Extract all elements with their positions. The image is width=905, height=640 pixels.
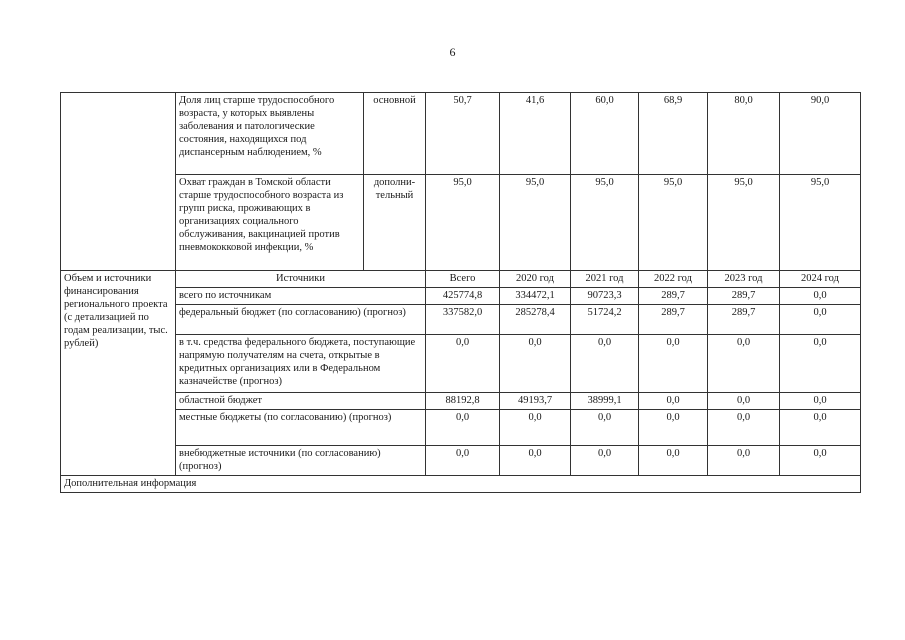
- financing-header-cell: Источники: [176, 271, 426, 288]
- indicator-row: [61, 93, 861, 175]
- indicator-value: 95,0: [426, 175, 500, 271]
- indicator-value: 41,6: [500, 93, 571, 175]
- financing-value: 88192,8: [426, 393, 500, 410]
- indicator-name: Охват граждан в Томской области старше трудоспособного возраста из групп риска, проживающих в организациях социального обслуживания, вакцинацией против пневмококковой инфекции, %: [176, 175, 364, 271]
- financing-value: 334472,1: [500, 288, 571, 305]
- financing-value: 0,0: [639, 393, 708, 410]
- indicator-type: дополни-тельный: [364, 175, 426, 271]
- indicator-row: [61, 175, 861, 271]
- financing-value: 0,0: [571, 335, 639, 393]
- financing-section-label: Объем и источники финансирования регионального проекта (с детализацией по годам реализации, тыс. рублей): [61, 271, 176, 476]
- financing-source: областной бюджет: [176, 393, 426, 410]
- indicator-value: 80,0: [708, 93, 780, 175]
- financing-row: [61, 446, 861, 476]
- indicator-value: 60,0: [571, 93, 639, 175]
- financing-source: всего по источникам: [176, 288, 426, 305]
- financing-value: 0,0: [708, 410, 780, 446]
- indicator-type: основной: [364, 93, 426, 175]
- financing-source: местные бюджеты (по согласованию) (прогноз): [176, 410, 426, 446]
- financing-value: 0,0: [639, 335, 708, 393]
- financing-header-cell: 2021 год: [571, 271, 639, 288]
- financing-header-cell: 2022 год: [639, 271, 708, 288]
- financing-source: в т.ч. средства федерального бюджета, поступающие напрямую получателям на счета, открытые в кредитных организациях или в Федеральном казначействе (прогноз): [176, 335, 426, 393]
- financing-value: 0,0: [708, 446, 780, 476]
- financing-value: 289,7: [639, 305, 708, 335]
- financing-value: 49193,7: [500, 393, 571, 410]
- financing-header-cell: 2023 год: [708, 271, 780, 288]
- financing-value: 0,0: [426, 446, 500, 476]
- financing-row: [61, 393, 861, 410]
- indicator-value: 95,0: [571, 175, 639, 271]
- financing-value: 0,0: [780, 446, 861, 476]
- financing-value: 289,7: [708, 288, 780, 305]
- indicator-name: Доля лиц старше трудоспособного возраста, у которых выявлены заболевания и патологические состояния, находящихся под диспансерным наблюдением, %: [176, 93, 364, 175]
- financing-row: [61, 410, 861, 446]
- indicator-value: 50,7: [426, 93, 500, 175]
- financing-value: 0,0: [780, 335, 861, 393]
- financing-source: внебюджетные источники (по согласованию) (прогноз): [176, 446, 426, 476]
- financing-source: федеральный бюджет (по согласованию) (прогноз): [176, 305, 426, 335]
- financing-row: [61, 288, 861, 305]
- indicator-value: 68,9: [639, 93, 708, 175]
- financing-value: 51724,2: [571, 305, 639, 335]
- financing-header-cell: Всего: [426, 271, 500, 288]
- financing-value: 0,0: [639, 410, 708, 446]
- financing-header-row: [61, 271, 861, 288]
- financing-header-cell: 2024 год: [780, 271, 861, 288]
- financing-value: 90723,3: [571, 288, 639, 305]
- financing-value: 289,7: [708, 305, 780, 335]
- financing-value: 0,0: [780, 393, 861, 410]
- indicator-value: 95,0: [708, 175, 780, 271]
- financing-row: [61, 335, 861, 393]
- financing-row: [61, 305, 861, 335]
- financing-value: 0,0: [780, 288, 861, 305]
- financing-value: 38999,1: [571, 393, 639, 410]
- indicator-value: 95,0: [639, 175, 708, 271]
- financing-value: 0,0: [708, 335, 780, 393]
- financing-value: 0,0: [500, 335, 571, 393]
- financing-value: 0,0: [500, 446, 571, 476]
- financing-value: 0,0: [500, 410, 571, 446]
- financing-value: 0,0: [426, 410, 500, 446]
- indicator-value: 95,0: [500, 175, 571, 271]
- financing-value: 0,0: [426, 335, 500, 393]
- financing-header-cell: 2020 год: [500, 271, 571, 288]
- financing-value: 425774,8: [426, 288, 500, 305]
- financing-value: 0,0: [780, 410, 861, 446]
- additional-info-row: [61, 476, 861, 493]
- financing-value: 0,0: [708, 393, 780, 410]
- financing-value: 337582,0: [426, 305, 500, 335]
- financing-value: 0,0: [571, 410, 639, 446]
- project-passport-table: [60, 92, 861, 493]
- financing-value: 285278,4: [500, 305, 571, 335]
- financing-value: 0,0: [571, 446, 639, 476]
- financing-value: 0,0: [639, 446, 708, 476]
- financing-value: 289,7: [639, 288, 708, 305]
- additional-info-label: Дополнительная информация: [61, 476, 861, 493]
- indicator-value: 90,0: [780, 93, 861, 175]
- financing-value: 0,0: [780, 305, 861, 335]
- empty-label-cell: [61, 93, 176, 271]
- indicator-value: 95,0: [780, 175, 861, 271]
- page-number: 6: [449, 45, 456, 59]
